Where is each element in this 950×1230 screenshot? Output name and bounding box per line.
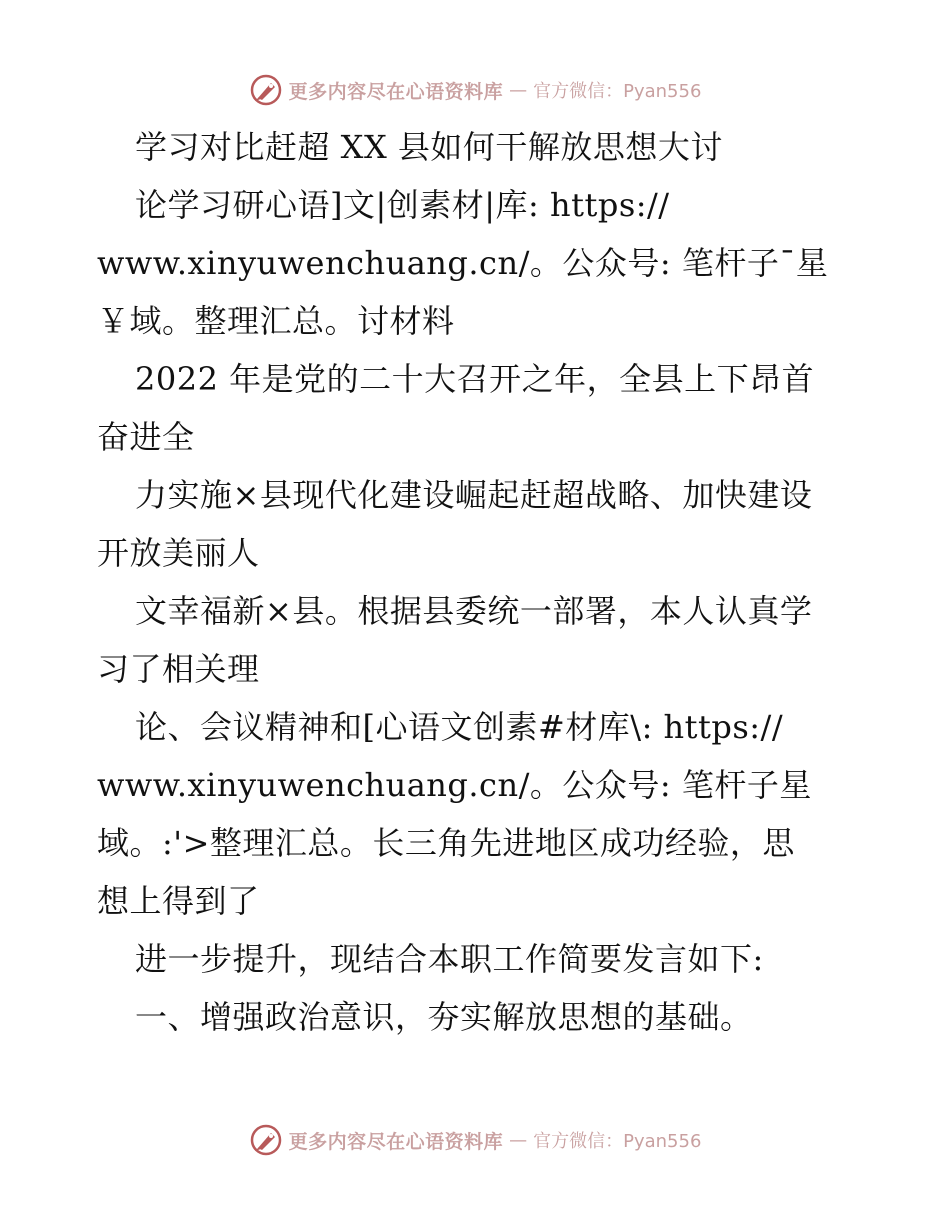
banner-contact: 官方微信：Pyan556 [533,1131,702,1152]
banner-separator: — [509,1129,528,1151]
text-line: 域。:'>整理汇总。长三角先进地区成功经验，思 [97,824,795,862]
banner-contact: 官方微信：Pyan556 [533,81,702,102]
text-line: 论、会议精神和[心语文创素#材库\: https:// [135,708,784,746]
text-line: 文幸福新×县。根据县委统一部署，本人认真学 [135,592,813,630]
banner-separator: — [509,79,528,101]
text-line: 想上得到了 [97,882,260,920]
document-body [97,118,877,1046]
text-line: 奋进全 [97,418,195,456]
banner-site-name: 更多内容尽在心语资料库 [288,1130,504,1153]
text-line: 学习对比赶超 XX 县如何干解放思想大讨 [135,128,723,166]
text-line: 习了相关理 [97,650,260,688]
text-line: www.xinyuwenchuang.cn/。公众号: 笔杆子星 [97,766,812,804]
text-line: www.xinyuwenchuang.cn/。公众号: 笔杆子¯星 [97,244,829,282]
pen-nib-logo-icon [249,73,283,107]
text-line: 进一步提升，现结合本职工作简要发言如下: [135,940,764,978]
text-line: ￥域。整理汇总。讨材料 [97,302,455,340]
text-line: 一、增强政治意识，夯实解放思想的基础。 [135,998,753,1036]
text-line: 开放美丽人 [97,534,260,572]
text-line: 力实施×县现代化建设崛起赶超战略、加快建设 [135,476,813,514]
text-line: 论学习研心语]文|创素材|库: https:// [135,186,670,224]
footer-banner [0,1120,950,1160]
pen-nib-logo-icon [249,1123,283,1157]
text-line: 2022 年是党的二十大召开之年，全县上下昂首 [135,360,815,398]
banner-site-name: 更多内容尽在心语资料库 [288,80,504,103]
header-banner [0,70,950,110]
